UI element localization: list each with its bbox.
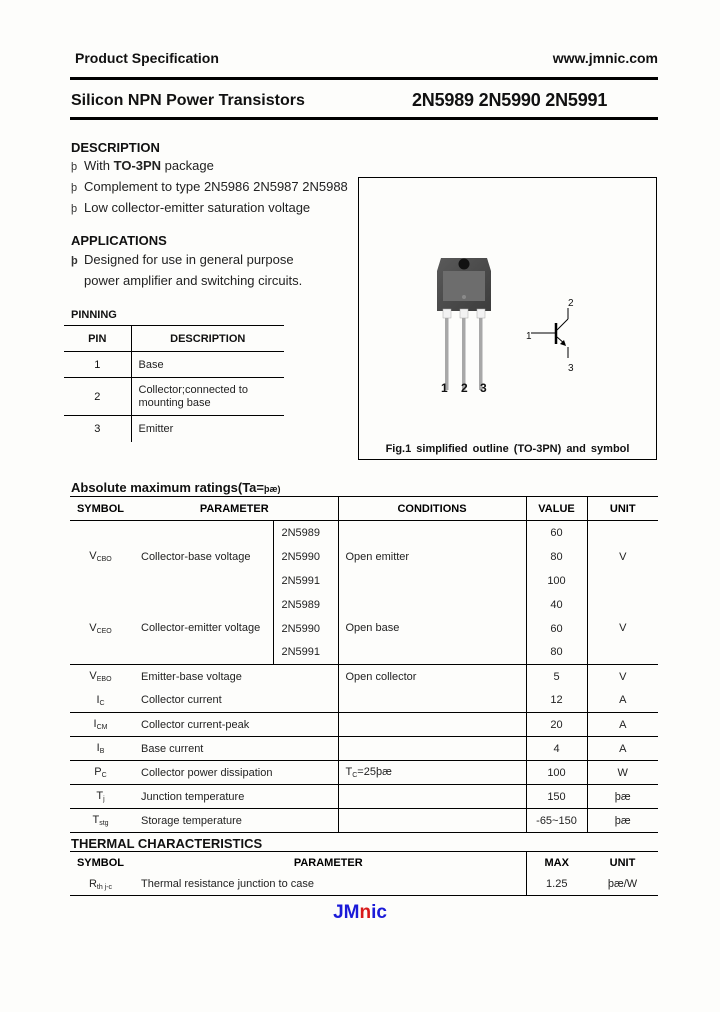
pin-3-label: 3 — [480, 381, 487, 395]
pinning-header-row — [64, 326, 284, 352]
ratings-row-tj: $T_j$ Junction temperature 150 þæ — [70, 785, 658, 809]
description-item: þ With TO-3PN package — [71, 156, 348, 177]
description-item: þ Low collector-emitter saturation voltage — [71, 198, 348, 219]
ratings-row-vceo: $V_{CEO}$ Collector-emitter voltage 2N5989 Open base 40 V — [70, 593, 658, 617]
pinning-table — [64, 325, 284, 442]
symbol-base-label: 1 — [526, 331, 532, 342]
thermal-heading: THERMAL CHARACTERISTICS — [71, 836, 263, 851]
ratings-header-row: SYMBOL PARAMETER CONDITIONS VALUE UNIT — [70, 497, 658, 521]
header-rule-top — [70, 77, 658, 80]
figure-caption: Fig.1 simplified outline (TO-3PN) and symbol — [385, 443, 630, 455]
absolute-max-ratings-table: SYMBOL PARAMETER CONDITIONS VALUE UNIT $V_{CBO}$ Collector-base voltage 2N5989 Open emitter 60 V 2N5990 80 2N5991 100 $V_{CEO}$ Collector-emitter voltage 2N5989 Open base 40 V 2N5990 60 2N5991 80 $V_{EBO}$ Emitter-base voltage Open collector 5 V $I_C$ Collector current 12 A $I_{CM}$ Collector current-peak 20 A $I_B$ Base current 4 A $P_C$ Collector power dissipation $T_C=25þæ$ 100 W $T_j$ Junction temperature 150 þæ $T_{stg}$ Storage temperature -65~150 þæ — [70, 496, 658, 833]
pinning-row: 3 Emitter — [64, 416, 284, 442]
symbol-emitter-label: 3 — [568, 363, 574, 374]
description-column-header: DESCRIPTION — [131, 326, 284, 352]
checkbox-bullet-icon: þ — [71, 161, 78, 173]
thermal-header-row: SYMBOL PARAMETER MAX UNIT — [70, 852, 658, 874]
thermal-table — [70, 851, 658, 896]
applications-heading: APPLICATIONS — [71, 233, 167, 248]
pin-column-header: PIN — [64, 326, 131, 352]
ratings-row-icm: $I_{CM}$ Collector current-peak 20 A — [70, 713, 658, 737]
doc-type-label: Product Specification — [75, 50, 219, 66]
website-link[interactable]: www.jmnic.com — [552, 50, 658, 66]
ratings-row-vebo: $V_{EBO}$ Emitter-base voltage Open collector 5 V — [70, 665, 658, 689]
description-item: þ Complement to type 2N5986 2N5987 2N5988 — [71, 177, 348, 198]
npn-transistor-symbol-icon — [529, 308, 579, 358]
applications-item: þ Designed for use in general purpose — [71, 250, 302, 271]
pinning-heading: PINNING — [71, 309, 117, 321]
symbol-collector-label: 2 — [568, 298, 574, 309]
ratings-row-ic: $I_C$ Collector current 12 A — [70, 689, 658, 713]
checkbox-bullet-icon: þ — [71, 182, 78, 194]
ratings-heading: Absolute maximum ratings(Ta=þæ) — [71, 480, 281, 495]
applications-item-continued: power amplifier and switching circuits. — [84, 273, 303, 288]
pin-2-label: 2 — [461, 381, 468, 395]
figure-box — [358, 177, 657, 460]
ratings-row-pc: $P_C$ Collector power dissipation $T_C=25þæ$ 100 W — [70, 761, 658, 785]
pinning-row: 2 Collector;connected to mounting base — [64, 378, 284, 416]
description-list — [71, 156, 348, 219]
checkbox-bullet-icon: þ — [71, 255, 78, 267]
description-heading: DESCRIPTION — [71, 140, 160, 155]
applications-list — [71, 250, 302, 290]
document-title: Silicon NPN Power Transistors — [71, 92, 305, 109]
checkbox-bullet-icon: þ — [71, 203, 78, 215]
ratings-row-tstg: $T_{stg}$ Storage temperature -65~150 þæ — [70, 809, 658, 833]
part-numbers: 2N5989 2N5990 2N5991 — [412, 90, 608, 110]
to3pn-package-image — [429, 253, 499, 393]
header-rule-bottom — [70, 117, 658, 120]
jmnic-logo: JMnic — [333, 902, 387, 923]
pin-1-label: 1 — [441, 381, 448, 395]
pinning-row: 1 Base — [64, 352, 284, 378]
ratings-row-vcbo: $V_{CBO}$ Collector-base voltage 2N5989 Open emitter 60 V — [70, 521, 658, 545]
thermal-row-rth: $R_{th j-c}$ Thermal resistance junction to case 1.25 þæ/W — [70, 874, 658, 896]
ratings-row-ib: $I_B$ Base current 4 A — [70, 737, 658, 761]
